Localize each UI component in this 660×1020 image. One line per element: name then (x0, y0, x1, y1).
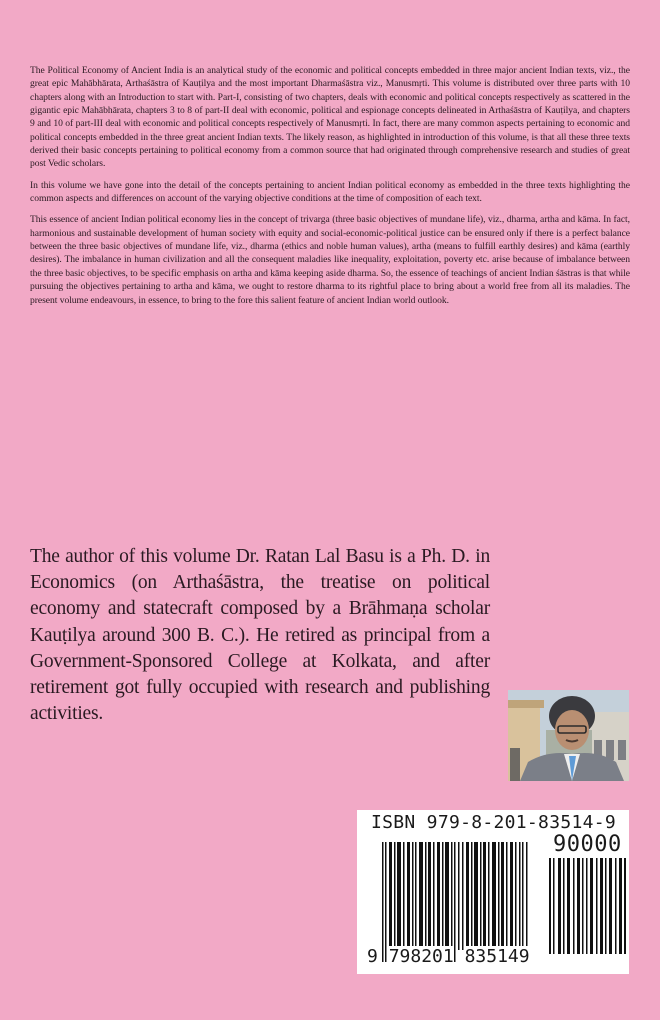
ean-barcode-icon (382, 842, 532, 962)
author-bio (30, 544, 490, 727)
isbn-barcode (357, 810, 629, 974)
back-cover-blurb (30, 64, 630, 315)
isbn-label: ISBN 979-8-201-83514-9 (371, 812, 617, 833)
author-portrait-icon (508, 690, 629, 781)
author-photo (508, 690, 629, 781)
addon-barcode-icon (549, 858, 627, 954)
ean-group-1: 798201 (388, 946, 454, 967)
ean-first-digit: 9 (367, 946, 378, 967)
author-bio-text: The author of this volume Dr. Ratan Lal Basu is a Ph. D. in Economics (on Arthaśāstra, the treatise on political economy and statecraft composed by a Brāhmaṇa scholar Kauṭilya around 300 B. C.). He retired as principal from a Government-Sponsored College at Kolkata, and after retirement got fully occupied with research and publishing activities. (30, 546, 490, 725)
ean-group-2: 835149 (464, 946, 530, 967)
price-code: 90000 (553, 832, 622, 857)
blurb-paragraph-1: The Political Economy of Ancient India is an analytical study of the economic and political concepts embedded in three major ancient Indian texts, viz., the great epic Mahābhārata, Arthaśāstra of Kauṭilya and the most important Dharmaśāstra viz., Manusmṛti. This volume is distributed over three parts with 10 chapters along with an Introduction to start with. Part-I, consisting of two chapters, deals with economic and political concepts respectively as scattered in the gigantic epic Mahābhārata, chapters 3 to 8 of part-II deal with economic, political and espionage concepts delineated in Arthaśāstra of Kauṭilya, and chapters 9 and 10 of part-III deal with economic and political concepts respectively of Manusmṛti. In fact, there are many common aspects pertaining to economic and political concepts embedded in the three great ancient Indian texts. The likely reason, as highlighted in introduction of this volume, is that all these three texts derived their basic concepts pertaining to political economy from a common source that had originated through comprehensive research and studies of great post Vedic scholars. (30, 65, 630, 170)
ean-digits (367, 946, 530, 967)
blurb-paragraph-2: In this volume we have gone into the detail of the concepts pertaining to ancient Indian political economy as embedded in the three texts highlighting the common aspects and differences on account of the varying objective conditions at the time of composition of each text. (30, 179, 630, 205)
blurb-paragraph-3: This essence of ancient Indian political economy lies in the concept of trivarga (three basic objectives of mundane life), viz., dharma, artha and kāma. In fact, harmonious and sustainable development of human society with equity and social-economic-political justice can be ensured only if there is a perfect balance between the three basic objectives of mundane life, viz., dharma (ethics and noble human values), artha (means to fulfill earthly desires) and kāma (earthly desires). The imbalance in human civilization and all the consequent maladies like inequality, exploitation, poverty etc. arise because of imbalance between the three basic objectives, to be specific emphasis on artha and kāma keeping aside dharma. So, the essence of teachings of ancient Indian śāstras is that while pursuing the objectives pertaining to artha and kāma, we ought to restore dharma to its rightful place to bring about a world free from all its maladies. The present volume endeavours, in essence, to bring to the fore this salient feature of ancient Indian world outlook. (30, 214, 630, 306)
